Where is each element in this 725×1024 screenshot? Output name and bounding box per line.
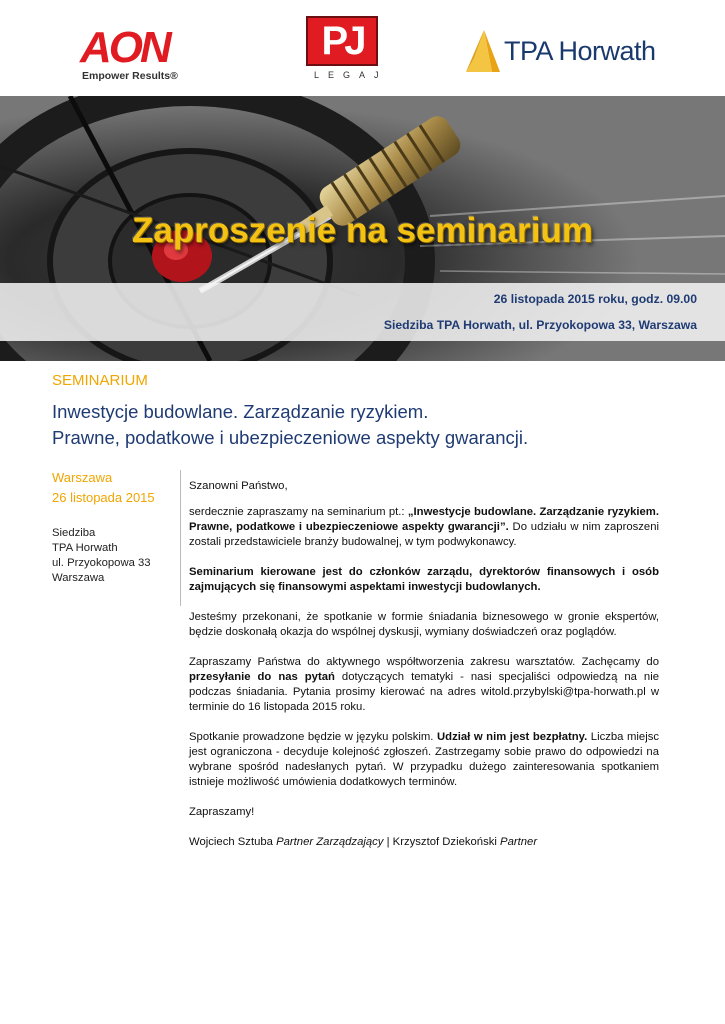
tpa-logo-name: TPA Horwath	[504, 36, 656, 66]
sidebar-date: 26 listopada 2015	[52, 490, 155, 505]
signer-1-role: Partner Zarządzający	[276, 836, 384, 848]
signer-1-name: Wojciech Sztuba	[189, 836, 277, 848]
event-date-time: 26 listopada 2015 roku, godz. 09.00	[493, 292, 697, 306]
address-line: TPA Horwath	[52, 542, 118, 554]
section-kicker: SEMINARIUM	[52, 372, 148, 389]
address-line: ul. Przyokopowa 33	[52, 557, 151, 569]
banner-title: Zaproszenie na seminarium	[132, 211, 593, 250]
sidebar-address	[52, 526, 151, 586]
paragraph-questions	[189, 655, 659, 715]
audience-bold: Seminarium kierowane jest do członków zarządu, dyrektorów finansowych i osób zajmujących się finansowymi aspektami inwestycji budowlanych.	[189, 566, 659, 593]
headline-line-2: Prawne, podatkowe i ubezpieczeniowe aspekty gwarancji.	[52, 427, 529, 448]
invitation-letter	[189, 479, 659, 865]
paragraph-intro	[189, 505, 659, 550]
paragraph-format: Jesteśmy przekonani, że spotkanie w formie śniadania biznesowego w gronie ekspertów, będzie doskonałą okazja do wspólnej dyskusji, wymiany doświadczeń oraz poglądów.	[189, 611, 659, 638]
seminar-title-bold: „Inwestycje budowlane. Zarządzanie ryzykiem. Prawne, podatkowe i ubezpieczeniowe aspekty gwarancji”.	[189, 506, 659, 533]
aon-logo	[80, 23, 178, 82]
questions-text-rest: dotyczących tematyki - nasi specjaliści odpowiedzą na nie podczas śniadania. Pytania prosimy kierować na adres witold.przybylski@tpa-horwath.pl w terminie do 16 listopada 2015 roku.	[189, 671, 659, 713]
address-line: Siedziba	[52, 527, 96, 539]
free-participation-bold: Udział w nim jest bezpłatny.	[437, 731, 588, 743]
signer-2-role: Partner	[500, 836, 538, 848]
paragraph-details	[189, 730, 659, 790]
seminar-headline	[52, 399, 528, 451]
aon-logo-word: AON	[80, 23, 169, 72]
tpa-triangle-icon	[462, 28, 502, 74]
details-text-rest: Liczba miejsc jest ograniczona - decyduje kolejność zgłoszeń. Zastrzegamy sobie prawo do odpowiedzi na wybrane spośród nadesłanych pytań. W przypadku dużego zainteresowania spotkaniem istnieje możliwość umówienia dodatkowych terminów.	[189, 731, 660, 788]
sidebar-city: Warszawa	[52, 470, 113, 485]
salutation: Szanowni Państwo,	[189, 480, 288, 492]
column-divider	[180, 470, 181, 606]
intro-text-rest: Do udziału w nim zaproszeni zostali przedstawiciele branży budowalnej, w tym podwykonawcy.	[189, 521, 659, 548]
address-line: Warszawa	[52, 572, 105, 584]
paragraph-audience	[189, 565, 659, 595]
hero-banner	[0, 96, 725, 361]
aon-tagline: Empower Results®	[82, 70, 178, 82]
questions-bold: przesyłanie do nas pytań	[189, 671, 335, 683]
pj-logo-sub: LEGAJ	[314, 70, 388, 80]
event-info-bar	[0, 283, 725, 341]
details-text: Spotkanie prowadzone będzie w języku polskim.	[189, 731, 438, 743]
event-venue: Siedziba TPA Horwath, ul. Przyokopowa 33, Warszawa	[383, 318, 697, 332]
signature	[189, 835, 659, 850]
closing: Zapraszamy!	[189, 806, 255, 818]
signature-separator: |	[383, 836, 393, 848]
headline-line-1: Inwestycje budowlane. Zarządzanie ryzykiem.	[52, 401, 429, 422]
signer-2-name: Krzysztof Dziekoński	[392, 836, 501, 848]
pj-legaj-logo	[306, 16, 388, 80]
questions-text: Zapraszamy Państwa do aktywnego współtworzenia zakresu warsztatów. Zachęcamy do	[189, 656, 659, 668]
pj-logo-word: PJ	[306, 16, 378, 66]
logo-bar	[0, 0, 725, 96]
intro-text: serdecznie zapraszamy na seminarium pt.:	[189, 506, 408, 518]
